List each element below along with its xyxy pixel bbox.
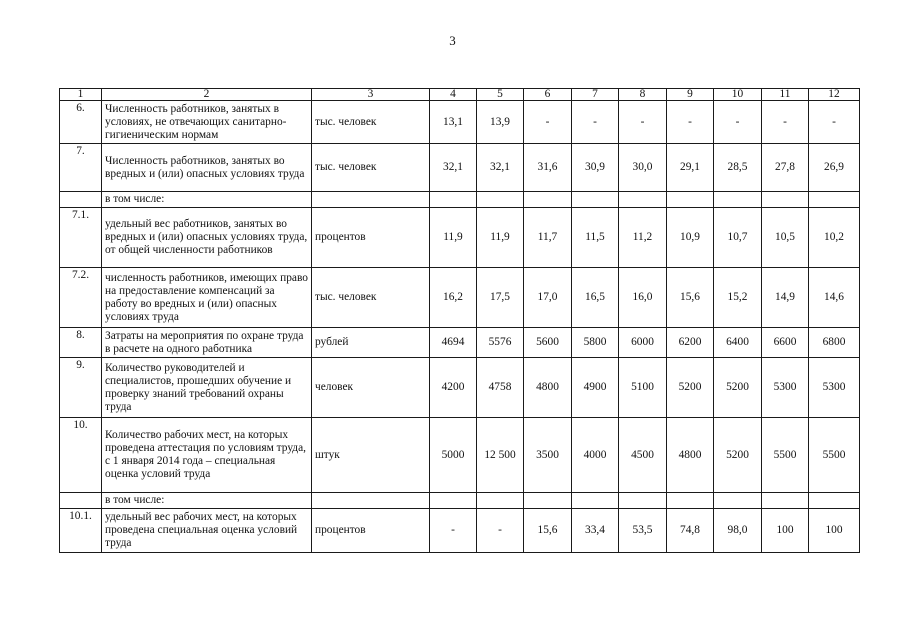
value-cell: 5000 [430, 418, 477, 493]
table-row [60, 144, 860, 192]
empty-cell [619, 192, 667, 208]
value-cell: 17,0 [524, 268, 572, 328]
value-cell: - [572, 101, 619, 144]
subheading-text: в том числе: [102, 493, 312, 509]
empty-cell [762, 192, 809, 208]
value-cell: 28,5 [714, 144, 762, 192]
table-row [60, 418, 860, 493]
value-cell: 5100 [619, 358, 667, 418]
value-cell: 6400 [714, 328, 762, 358]
value-cell: 100 [809, 509, 860, 553]
column-header: 5 [477, 89, 524, 101]
value-cell: 53,5 [619, 509, 667, 553]
value-cell: 3500 [524, 418, 572, 493]
value-cell: 29,1 [667, 144, 714, 192]
value-cell: 4800 [667, 418, 714, 493]
value-cell: 5500 [809, 418, 860, 493]
empty-cell [619, 493, 667, 509]
column-header: 1 [60, 89, 102, 101]
value-cell: 5200 [714, 358, 762, 418]
empty-cell [430, 192, 477, 208]
column-header: 8 [619, 89, 667, 101]
value-cell: 5800 [572, 328, 619, 358]
value-cell: 26,9 [809, 144, 860, 192]
table-row [60, 268, 860, 328]
indicator-name: численность работников, имеющих право на предоставление компенсаций за работу во вредных и (или) опасных условиях труда [102, 268, 312, 328]
value-cell: 27,8 [762, 144, 809, 192]
value-cell: 15,6 [667, 268, 714, 328]
value-cell: 14,9 [762, 268, 809, 328]
indicators-table [59, 88, 860, 553]
value-cell: 5576 [477, 328, 524, 358]
value-cell: 10,5 [762, 208, 809, 268]
indicator-name: Количество рабочих мест, на которых проведена аттестация по условиям труда, с 1 января 2014 года – специальная оценка условий труда [102, 418, 312, 493]
value-cell: 33,4 [572, 509, 619, 553]
empty-cell [430, 493, 477, 509]
table-body [60, 101, 860, 553]
value-cell: 16,5 [572, 268, 619, 328]
unit-cell: штук [312, 418, 430, 493]
row-number: 9. [60, 358, 102, 418]
row-number: 10. [60, 418, 102, 493]
empty-cell [714, 493, 762, 509]
column-header: 2 [102, 89, 312, 101]
value-cell: 100 [762, 509, 809, 553]
value-cell: 11,2 [619, 208, 667, 268]
empty-cell [572, 192, 619, 208]
indicator-name: Численность работников, занятых во вредных и (или) опасных условиях труда [102, 144, 312, 192]
value-cell: 16,2 [430, 268, 477, 328]
value-cell: 32,1 [430, 144, 477, 192]
value-cell: 5300 [809, 358, 860, 418]
column-header: 4 [430, 89, 477, 101]
value-cell: 6800 [809, 328, 860, 358]
column-header: 7 [572, 89, 619, 101]
empty-cell [667, 192, 714, 208]
empty-cell [312, 493, 430, 509]
value-cell: 30,9 [572, 144, 619, 192]
row-number: 7.1. [60, 208, 102, 268]
value-cell: 5300 [762, 358, 809, 418]
column-header: 10 [714, 89, 762, 101]
value-cell: 5200 [667, 358, 714, 418]
value-cell: 6600 [762, 328, 809, 358]
unit-cell: рублей [312, 328, 430, 358]
value-cell: 11,9 [430, 208, 477, 268]
table-row [60, 208, 860, 268]
empty-cell [60, 493, 102, 509]
empty-cell [524, 493, 572, 509]
page-number: 3 [449, 33, 456, 48]
value-cell: - [477, 509, 524, 553]
value-cell: 6200 [667, 328, 714, 358]
value-cell: 16,0 [619, 268, 667, 328]
value-cell: 17,5 [477, 268, 524, 328]
value-cell: 4800 [524, 358, 572, 418]
value-cell: 4758 [477, 358, 524, 418]
empty-cell [809, 192, 860, 208]
column-header: 9 [667, 89, 714, 101]
value-cell: 5600 [524, 328, 572, 358]
value-cell: 74,8 [667, 509, 714, 553]
value-cell: 98,0 [714, 509, 762, 553]
column-header: 11 [762, 89, 809, 101]
value-cell: 4000 [572, 418, 619, 493]
subheading-row [60, 192, 860, 208]
indicator-name: Численность работников, занятых в условиях, не отвечающих санитарно-гигиеническим нормам [102, 101, 312, 144]
value-cell: - [714, 101, 762, 144]
empty-cell [312, 192, 430, 208]
value-cell: 4694 [430, 328, 477, 358]
indicator-name: удельный вес работников, занятых во вредных и (или) опасных условиях труда, от общей численности работников [102, 208, 312, 268]
empty-cell [667, 493, 714, 509]
value-cell: 32,1 [477, 144, 524, 192]
value-cell: 11,7 [524, 208, 572, 268]
value-cell: 15,2 [714, 268, 762, 328]
empty-cell [60, 192, 102, 208]
empty-cell [572, 493, 619, 509]
column-header: 6 [524, 89, 572, 101]
value-cell: 10,7 [714, 208, 762, 268]
value-cell: 12 500 [477, 418, 524, 493]
row-number: 7. [60, 144, 102, 192]
column-header: 12 [809, 89, 860, 101]
indicator-name: Количество руководителей и специалистов, прошедших обучение и проверку знаний требований охраны труда [102, 358, 312, 418]
indicator-name: Затраты на мероприятия по охране труда в расчете на одного работника [102, 328, 312, 358]
value-cell: 10,9 [667, 208, 714, 268]
value-cell: 4200 [430, 358, 477, 418]
empty-cell [809, 493, 860, 509]
unit-cell: тыс. человек [312, 144, 430, 192]
row-number: 8. [60, 328, 102, 358]
value-cell: - [762, 101, 809, 144]
row-number: 6. [60, 101, 102, 144]
row-number: 7.2. [60, 268, 102, 328]
empty-cell [477, 192, 524, 208]
unit-cell: тыс. человек [312, 268, 430, 328]
unit-cell: процентов [312, 509, 430, 553]
unit-cell: процентов [312, 208, 430, 268]
indicator-name: удельный вес рабочих мест, на которых проведена специальная оценка условий труда [102, 509, 312, 553]
empty-cell [762, 493, 809, 509]
value-cell: 30,0 [619, 144, 667, 192]
value-cell: 31,6 [524, 144, 572, 192]
empty-cell [714, 192, 762, 208]
value-cell: 5500 [762, 418, 809, 493]
value-cell: 4500 [619, 418, 667, 493]
value-cell: - [524, 101, 572, 144]
value-cell: 4900 [572, 358, 619, 418]
value-cell: 6000 [619, 328, 667, 358]
value-cell: 15,6 [524, 509, 572, 553]
header-row [60, 89, 860, 101]
value-cell: - [619, 101, 667, 144]
table-row [60, 358, 860, 418]
unit-cell: человек [312, 358, 430, 418]
value-cell: 13,1 [430, 101, 477, 144]
value-cell: 5200 [714, 418, 762, 493]
column-header: 3 [312, 89, 430, 101]
value-cell: - [430, 509, 477, 553]
value-cell: - [809, 101, 860, 144]
table-row [60, 101, 860, 144]
value-cell: 11,9 [477, 208, 524, 268]
table-row [60, 328, 860, 358]
unit-cell: тыс. человек [312, 101, 430, 144]
value-cell: 13,9 [477, 101, 524, 144]
subheading-row [60, 493, 860, 509]
subheading-text: в том числе: [102, 192, 312, 208]
value-cell: 11,5 [572, 208, 619, 268]
value-cell: 10,2 [809, 208, 860, 268]
table-row [60, 509, 860, 553]
row-number: 10.1. [60, 509, 102, 553]
empty-cell [477, 493, 524, 509]
value-cell: 14,6 [809, 268, 860, 328]
empty-cell [524, 192, 572, 208]
value-cell: - [667, 101, 714, 144]
